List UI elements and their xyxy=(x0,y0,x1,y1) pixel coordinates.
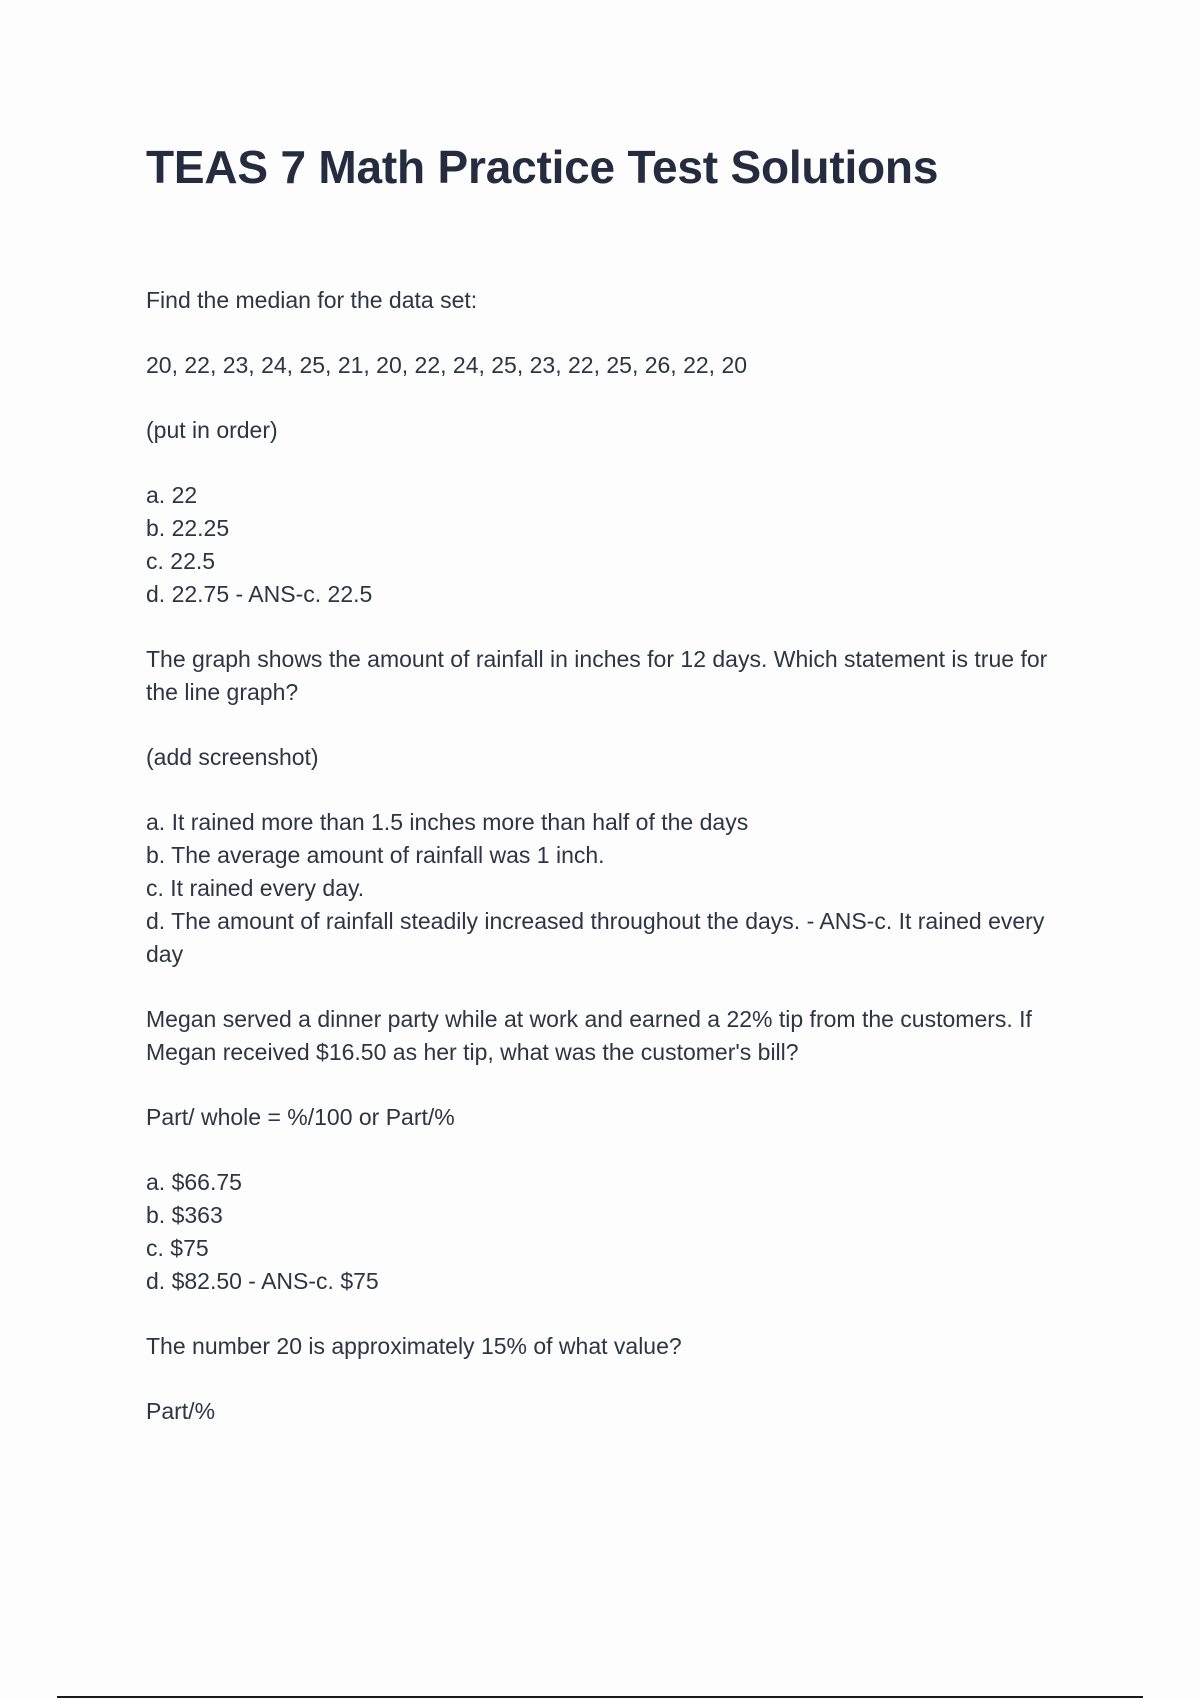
option-a: a. 22 xyxy=(146,482,198,508)
data-set: 20, 22, 23, 24, 25, 21, 20, 22, 24, 25, 23, 22, 25, 26, 22, 20 xyxy=(146,352,748,378)
question-1 xyxy=(146,284,1096,611)
question-list xyxy=(146,284,1096,1428)
option-b: b. 22.25 xyxy=(146,515,230,541)
option-a: a. It rained more than 1.5 inches more than half of the days xyxy=(146,809,749,835)
footer-divider xyxy=(57,1696,1143,1698)
question-note: (add screenshot) xyxy=(146,744,319,770)
option-b: b. The average amount of rainfall was 1 inch. xyxy=(146,842,605,868)
question-stem: Find the median for the data set: xyxy=(146,287,478,313)
question-stem: The number 20 is approximately 15% of what value? xyxy=(146,1333,682,1359)
question-note: Part/ whole = %/100 or Part/% xyxy=(146,1104,455,1130)
question-3 xyxy=(146,1003,1096,1298)
option-d-with-answer: d. The amount of rainfall steadily increased throughout the days. - ANS-c. It rained every day xyxy=(146,908,1045,967)
option-a: a. $66.75 xyxy=(146,1169,242,1195)
page-title: TEAS 7 Math Practice Test Solutions xyxy=(146,141,939,193)
question-note: (put in order) xyxy=(146,417,278,443)
question-2 xyxy=(146,643,1096,971)
question-stem: Megan served a dinner party while at work and earned a 22% tip from the customers. If Megan received $16.50 as her tip, what was the customer's bill? xyxy=(146,1006,1032,1065)
option-b: b. $363 xyxy=(146,1202,223,1228)
question-note: Part/% xyxy=(146,1398,216,1424)
answer-options xyxy=(146,479,1096,611)
question-4 xyxy=(146,1330,1096,1428)
option-c: c. 22.5 xyxy=(146,548,216,574)
option-d-with-answer: d. 22.75 - ANS-c. 22.5 xyxy=(146,581,373,607)
option-c: c. $75 xyxy=(146,1235,209,1261)
option-c: c. It rained every day. xyxy=(146,875,365,901)
document-content xyxy=(146,138,1096,1428)
answer-options xyxy=(146,806,1096,971)
answer-options xyxy=(146,1166,1096,1298)
question-stem: The graph shows the amount of rainfall in inches for 12 days. Which statement is true for the line graph? xyxy=(146,646,1048,705)
option-d-with-answer: d. $82.50 - ANS-c. $75 xyxy=(146,1268,379,1294)
